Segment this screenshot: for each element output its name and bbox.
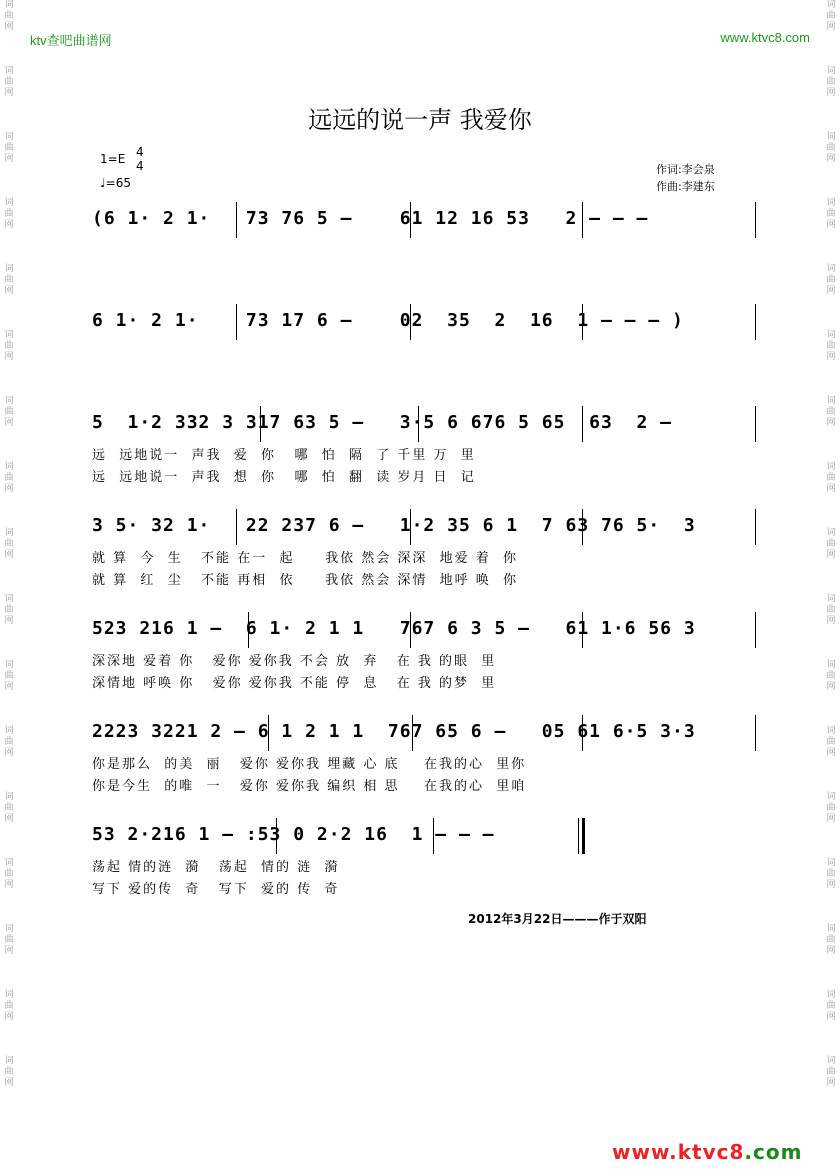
- watermark-text: 词曲网: [4, 462, 14, 494]
- watermark-text: 词曲网: [826, 396, 836, 428]
- lyrics-verse-1: 就 算 今 生 不能 在一 起 我依 然会 深深 地爱 着 你: [92, 551, 519, 566]
- watermark-text: 词曲网: [4, 858, 14, 890]
- footer-logo-prefix: www.: [612, 1140, 678, 1164]
- watermark-text: 词曲网: [4, 198, 14, 230]
- lyrics-verse-1: 远 远地说一 声我 爱 你 哪 怕 隔 了 千里 万 里: [92, 448, 476, 463]
- notation-row: (6 1· 2 1· 73 76 5 – 61 12 16 53 2 – – –: [92, 208, 649, 229]
- lyrics-verse-2: 远 远地说一 声我 想 你 哪 怕 翻 读 岁月 日 记: [92, 470, 476, 485]
- watermark-text: 词曲网: [826, 66, 836, 98]
- composer-credit: 作曲:李建东: [656, 180, 715, 193]
- lyrics-verse-1: 深深地 爱着 你 爱你 爱你我 不会 放 弃 在 我 的眼 里: [92, 654, 497, 669]
- watermark-text: 词曲网: [4, 792, 14, 824]
- quarter-note-icon: ♩: [100, 176, 106, 190]
- notation-row: 6 1· 2 1· 73 17 6 – 02 35 2 16 1 – – – ): [92, 310, 684, 331]
- notation-row: 53 2·216 1 – :53 0 2·2 16 1 – – –: [92, 824, 495, 845]
- tempo-value: =65: [105, 176, 131, 190]
- watermark-text: 词曲网: [826, 132, 836, 164]
- watermark-text: 词曲网: [4, 264, 14, 296]
- watermark-text: 词曲网: [4, 396, 14, 428]
- watermark-text: 词曲网: [4, 1056, 14, 1088]
- lyrics-verse-2: 你是今生 的唯 一 爱你 爱你我 编织 相 思 在我的心 里咱: [92, 779, 527, 794]
- lyrics-verse-2: 深情地 呼唤 你 爱你 爱你我 不能 停 息 在 我 的梦 里: [92, 676, 497, 691]
- lyrics-verse-2: 写下 爱的传 奇 写下 爱的 传 奇: [92, 882, 340, 897]
- footer-site-logo[interactable]: [612, 1140, 802, 1164]
- time-signature-bottom: 4: [136, 159, 144, 173]
- header-site-name: ktv查吧曲谱网: [30, 33, 112, 48]
- watermark-text: 词曲网: [4, 924, 14, 956]
- watermark-text: 词曲网: [826, 198, 836, 230]
- lyrics-verse-1: 你是那么 的美 丽 爱你 爱你我 埋藏 心 底 在我的心 里你: [92, 757, 527, 772]
- watermark-text: 词曲网: [826, 462, 836, 494]
- composition-date-note: 2012年3月22日———作于双阳: [468, 912, 647, 926]
- header-site-url[interactable]: www.ktvc8.com: [720, 30, 810, 45]
- watermark-text: 词曲网: [826, 330, 836, 362]
- watermark-text: 词曲网: [826, 264, 836, 296]
- notation-row: 5 1·2 332 3 317 63 5 – 3·5 6 676 5 65 63 2 –: [92, 412, 673, 433]
- watermark-text: 词曲网: [4, 528, 14, 560]
- watermark-text: 词曲网: [4, 132, 14, 164]
- time-signature-top: 4: [136, 145, 144, 159]
- notation-row: 2223 3221 2 – 6 1 2 1 1 767 65 6 – 05 61 6·5 3·3: [92, 721, 696, 742]
- notation-row: 3 5· 32 1· 22 237 6 – 1·2 35 6 1 7 63 76 5· 3: [92, 515, 696, 536]
- watermark-text: 词曲网: [4, 660, 14, 692]
- watermark-text: 词曲网: [826, 792, 836, 824]
- watermark-text: 词曲网: [826, 528, 836, 560]
- watermark-text: 词曲网: [826, 0, 836, 32]
- key-signature: 1=E: [100, 152, 126, 166]
- watermark-text: 词曲网: [826, 990, 836, 1022]
- watermark-text: 词曲网: [4, 330, 14, 362]
- left-watermark: [2, 0, 16, 1169]
- watermark-text: 词曲网: [826, 726, 836, 758]
- watermark-text: 词曲网: [4, 66, 14, 98]
- footer-logo-suffix: .com: [744, 1140, 803, 1164]
- lyricist-credit: 作词:李会泉: [656, 163, 715, 176]
- watermark-text: 词曲网: [4, 990, 14, 1022]
- tempo-marking: [100, 176, 131, 190]
- right-watermark: [824, 0, 838, 1169]
- time-signature: [136, 145, 144, 173]
- watermark-text: 词曲网: [4, 726, 14, 758]
- watermark-text: 词曲网: [4, 594, 14, 626]
- watermark-text: 词曲网: [826, 1056, 836, 1088]
- watermark-text: 词曲网: [826, 924, 836, 956]
- watermark-text: 词曲网: [826, 594, 836, 626]
- footer-logo-brand: ktvc8: [677, 1140, 745, 1164]
- watermark-text: 词曲网: [826, 858, 836, 890]
- lyrics-verse-2: 就 算 红 尘 不能 再相 依 我依 然会 深情 地呼 唤 你: [92, 573, 519, 588]
- song-title: 远远的说一声 我爱你: [308, 106, 532, 134]
- watermark-text: 词曲网: [4, 0, 14, 32]
- watermark-text: 词曲网: [826, 660, 836, 692]
- notation-row: 523 216 1 – 6 1· 2 1 1 767 6 3 5 – 61 1·6 56 3: [92, 618, 696, 639]
- lyrics-verse-1: 荡起 情的涟 漪 荡起 情的 涟 漪: [92, 860, 340, 875]
